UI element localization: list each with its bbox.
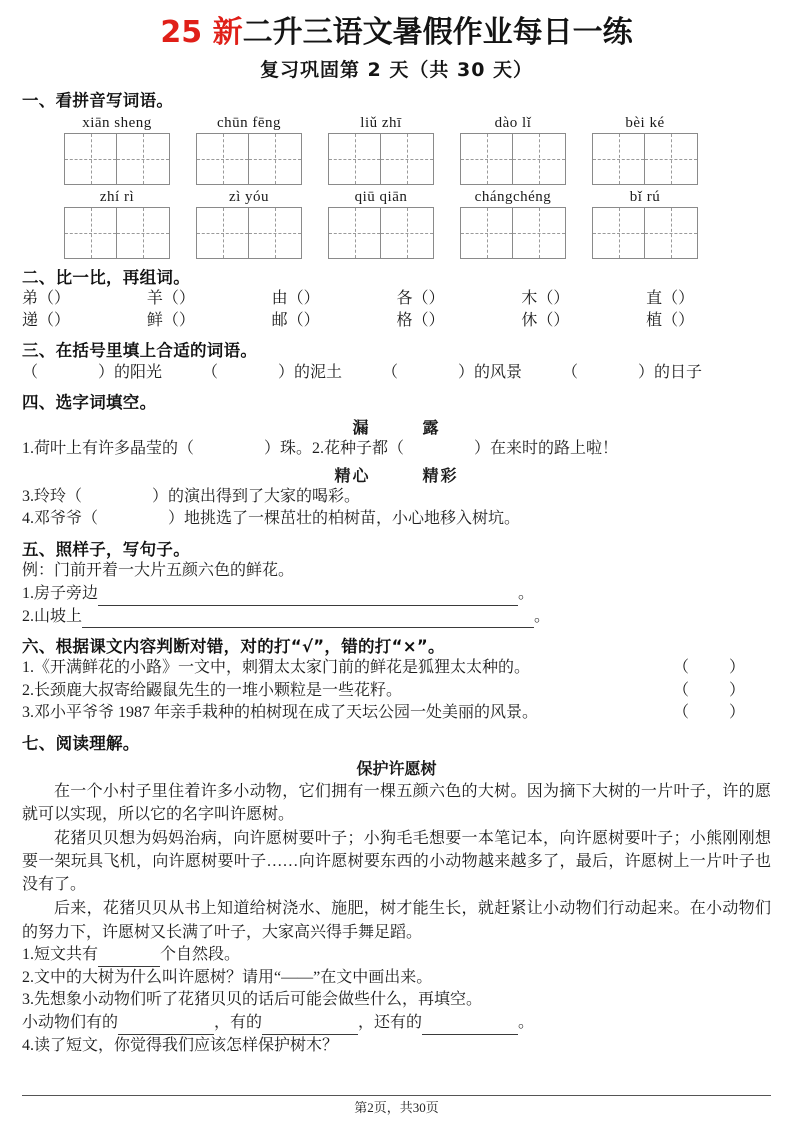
rq1-blank[interactable]: [98, 951, 160, 967]
reading-question-3: 3.先想象小动物们听了花猪贝贝的话后可能会做些什么，再填空。: [22, 991, 483, 1009]
passage-paragraph: 花猪贝贝想为妈妈治病，向许愿树要叶子；小狗毛毛想要一本笔记本，向许愿树要叶子；小熊刚刚想要一架玩具飞机，向许愿树要叶子……向许愿树要东西的小动物越来越多了，最后，许愿树上一片叶子也没有了。: [22, 829, 771, 894]
compare-close: ）: [428, 289, 445, 307]
section-5-heading: 五、照样子，写句子。: [22, 540, 190, 560]
compare-item[interactable]: [646, 310, 771, 332]
compare-item[interactable]: [147, 310, 272, 332]
item1-label: 1.房子旁边: [22, 584, 99, 602]
tianzi-grid[interactable]: [196, 133, 302, 185]
fill-open-paren: （: [202, 363, 219, 381]
choice-word-b: 精彩: [422, 465, 459, 485]
passage-paragraph: 后来，花猪贝贝从书上知道给树浇水、施肥，树才能生长，就赶紧让小动物们行动起来。在小动物们的努力下，许愿树又长满了叶子，大家高兴得手舞足蹈。: [22, 900, 771, 941]
section-7-heading: 七、阅读理解。: [22, 733, 140, 753]
fill-open-paren: （: [22, 363, 39, 381]
compare-item[interactable]: [521, 310, 646, 332]
judge-row: [22, 702, 771, 724]
choice-word-b: 露: [422, 418, 441, 438]
tianzi-cell[interactable]: [65, 208, 117, 258]
tianzi-cell[interactable]: [513, 134, 565, 184]
pinyin-row-1: [22, 113, 771, 185]
q3-text-a: 3.玲玲（: [22, 487, 83, 505]
compare-item[interactable]: [272, 310, 397, 332]
compare-char: 休（: [521, 311, 554, 329]
q4-text-b: ）地挑选了一棵茁壮的柏树苗，小心地移入树坑。: [168, 510, 521, 528]
tianzi-cell[interactable]: [593, 208, 645, 258]
judge-answer-box[interactable]: （ ）: [672, 704, 763, 722]
rq3-blank-3[interactable]: [422, 1019, 518, 1035]
tianzi-grid[interactable]: [460, 133, 566, 185]
compare-row-2: [22, 310, 771, 332]
fill-word-row: [22, 362, 771, 384]
fill-label: ）的日子: [638, 363, 703, 381]
tianzi-cell[interactable]: [645, 134, 697, 184]
fill-open-paren: （: [562, 363, 579, 381]
item2-period: 。: [534, 607, 551, 625]
section-3-heading: 三、在括号里填上合适的词语。: [22, 340, 258, 360]
tianzi-grid[interactable]: [592, 133, 698, 185]
compare-item[interactable]: [396, 288, 521, 310]
fill-word-item[interactable]: [562, 362, 742, 384]
section-4-question-4: [22, 508, 771, 531]
compare-close: ）: [178, 311, 195, 329]
tianzi-grid[interactable]: [460, 207, 566, 259]
tianzi-grid[interactable]: [328, 207, 434, 259]
item1-answer-line[interactable]: [98, 590, 518, 606]
rq3-text-a: 小动物们有的: [22, 1014, 119, 1031]
tianzi-cell[interactable]: [329, 208, 381, 258]
compare-char: 格（: [396, 311, 429, 329]
tianzi-cell[interactable]: [381, 208, 433, 258]
title-black-part: 二升三语文暑假作业每日一练: [242, 15, 633, 50]
pinyin-label: bǐ rú: [629, 188, 661, 205]
pinyin-item: [64, 113, 170, 185]
tianzi-cell[interactable]: [381, 134, 433, 184]
tianzi-grid[interactable]: [592, 207, 698, 259]
pinyin-label: xiān sheng: [82, 114, 152, 131]
pinyin-item: [460, 113, 566, 185]
pinyin-label: chángchéng: [474, 188, 552, 205]
section-4-question-3: [22, 486, 771, 509]
section-4-question-1: [22, 438, 771, 461]
tianzi-grid[interactable]: [328, 133, 434, 185]
compare-char: 各（: [396, 289, 429, 307]
tianzi-cell[interactable]: [117, 134, 169, 184]
footer-divider: [22, 1095, 771, 1096]
fill-word-item[interactable]: [202, 362, 382, 384]
judge-statement: 2.长颈鹿大叔寄给鼹鼠先生的一堆小颗粒是一些花籽。: [22, 681, 403, 699]
tianzi-cell[interactable]: [593, 134, 645, 184]
pinyin-label: qiū qiān: [354, 188, 408, 205]
reading-question-2: 2.文中的大树为什么叫许愿树？请用“——”在文中画出来。: [22, 968, 433, 986]
compare-char: 羊（: [146, 289, 179, 307]
compare-close: ）: [428, 311, 445, 329]
pinyin-item: [328, 113, 434, 185]
pinyin-label: liǔ zhī: [360, 114, 402, 131]
section-5-item-2: [22, 606, 771, 629]
rq1-text-b: 个自然段。: [160, 945, 241, 963]
compare-item[interactable]: [22, 310, 147, 332]
compare-char: 木（: [521, 289, 554, 307]
passage-title: 保护许愿树: [356, 758, 437, 778]
rq3-text-c: ，还有的: [358, 1014, 423, 1031]
fill-open-paren: （: [382, 363, 399, 381]
compare-close: ）: [553, 289, 570, 307]
passage-paragraph: 在一个小村子里住着许多小动物，它们拥有一棵五颜六色的大树。因为摘下大树的一片叶子，许的愿就可以实现，所以它的名字叫许愿树。: [22, 782, 771, 823]
compare-char: 弟（: [22, 289, 55, 307]
q1-text-c: ）在来时的路上啦！: [474, 440, 619, 458]
title-red-part: 25 新: [160, 15, 243, 50]
compare-char: 由（: [271, 289, 304, 307]
compare-char: 直（: [646, 289, 679, 307]
page-subtitle: 复习巩固第 2 天（共 30 天）: [259, 58, 534, 81]
compare-close: ）: [178, 289, 195, 307]
tianzi-grid[interactable]: [196, 207, 302, 259]
section-2-heading: 二、比一比，再组词。: [22, 267, 190, 287]
compare-item[interactable]: [396, 310, 521, 332]
compare-close: ）: [54, 311, 71, 329]
pinyin-item: [592, 113, 698, 185]
compare-item[interactable]: [521, 288, 646, 310]
section-5-item-1: [22, 583, 771, 606]
section-1-heading: 一、看拼音写词语。: [22, 90, 174, 110]
q1-text-a: 1.荷叶上有许多晶莹的（: [22, 440, 195, 458]
compare-char: 鲜（: [146, 311, 179, 329]
compare-close: ）: [303, 311, 320, 329]
compare-close: ）: [303, 289, 320, 307]
section-5-example: 例：门前开着一大片五颜六色的鲜花。: [22, 562, 295, 580]
compare-char: 递（: [22, 311, 55, 329]
tianzi-cell[interactable]: [645, 208, 697, 258]
tianzi-cell[interactable]: [65, 134, 117, 184]
judge-row: [22, 680, 771, 702]
fill-label: ）的阳光: [98, 363, 163, 381]
reading-question-3-line: [22, 1012, 771, 1035]
pinyin-item: [196, 113, 302, 185]
compare-char: 邮（: [271, 311, 304, 329]
compare-close: ）: [553, 311, 570, 329]
tianzi-cell[interactable]: [329, 134, 381, 184]
pinyin-label: dào lǐ: [494, 114, 532, 131]
page-number: 第2页，共30页: [354, 1100, 439, 1115]
rq1-text-a: 1.短文共有: [22, 945, 99, 963]
pinyin-item: [592, 187, 698, 259]
choice-word-group-1: [22, 415, 771, 438]
tianzi-cell[interactable]: [197, 134, 249, 184]
pinyin-item: [196, 187, 302, 259]
choice-word-a: 漏: [352, 418, 371, 438]
pinyin-item: [64, 187, 170, 259]
judge-answer-box[interactable]: （ ）: [672, 681, 763, 699]
compare-item[interactable]: [646, 288, 771, 310]
compare-char: 植（: [646, 311, 679, 329]
section-4-heading: 四、选字词填空。: [22, 393, 157, 413]
pinyin-label: zhí rì: [99, 188, 135, 205]
rq3-blank-1[interactable]: [118, 1019, 214, 1035]
pinyin-label: chūn fēng: [216, 114, 282, 131]
section-6-heading: 六、根据课文内容判断对错，对的打“√”，错的打“×”。: [22, 637, 445, 657]
pinyin-label: zì yóu: [228, 188, 270, 205]
pinyin-item: [460, 187, 566, 259]
compare-row-1: [22, 288, 771, 310]
tianzi-cell[interactable]: [513, 208, 565, 258]
q3-text-b: ）的演出得到了大家的喝彩。: [152, 487, 361, 505]
q1-text-b: ）珠。2.花种子都（: [264, 440, 405, 458]
compare-item[interactable]: [272, 288, 397, 310]
page-title: [22, 14, 771, 52]
tianzi-cell[interactable]: [249, 208, 301, 258]
fill-word-item[interactable]: [382, 362, 562, 384]
item2-label: 2.山坡上: [22, 607, 83, 625]
tianzi-cell[interactable]: [117, 208, 169, 258]
tianzi-cell[interactable]: [461, 134, 513, 184]
q4-text-a: 4.邓爷爷（: [22, 510, 99, 528]
pinyin-item: [328, 187, 434, 259]
fill-label: ）的风景: [458, 363, 523, 381]
compare-close: ）: [54, 289, 71, 307]
tianzi-grid[interactable]: [64, 133, 170, 185]
tianzi-cell[interactable]: [197, 208, 249, 258]
judge-statement: 3.邓小平爷爷 1987 年亲手栽种的柏树现在成了天坛公园一处美丽的风景。: [22, 704, 539, 722]
judge-answer-box[interactable]: （ ）: [672, 659, 763, 677]
tianzi-cell[interactable]: [249, 134, 301, 184]
tianzi-cell[interactable]: [461, 208, 513, 258]
item2-answer-line[interactable]: [82, 612, 534, 628]
choice-word-group-2: [22, 463, 771, 486]
judge-statement: 1.《开满鲜花的小路》一文中，刺猬太太家门前的鲜花是狐狸太太种的。: [22, 659, 531, 677]
tianzi-grid[interactable]: [64, 207, 170, 259]
compare-item[interactable]: [22, 288, 147, 310]
reading-question-4: 4.读了短文，你觉得我们应该怎样保护树木？: [22, 1036, 339, 1054]
rq3-period: 。: [518, 1014, 535, 1031]
pinyin-row-2: [22, 187, 771, 259]
reading-question-1: [22, 944, 771, 967]
judge-row: [22, 657, 771, 679]
fill-label: ）的泥土: [278, 363, 343, 381]
compare-close: ）: [678, 311, 695, 329]
rq3-blank-2[interactable]: [262, 1019, 358, 1035]
compare-close: ）: [678, 289, 695, 307]
rq3-text-b: ，有的: [214, 1014, 263, 1031]
choice-word-a: 精心: [334, 465, 371, 485]
item1-period: 。: [518, 584, 535, 602]
compare-item[interactable]: [147, 288, 272, 310]
pinyin-label: bèi ké: [625, 114, 665, 131]
fill-word-item[interactable]: [22, 362, 202, 384]
